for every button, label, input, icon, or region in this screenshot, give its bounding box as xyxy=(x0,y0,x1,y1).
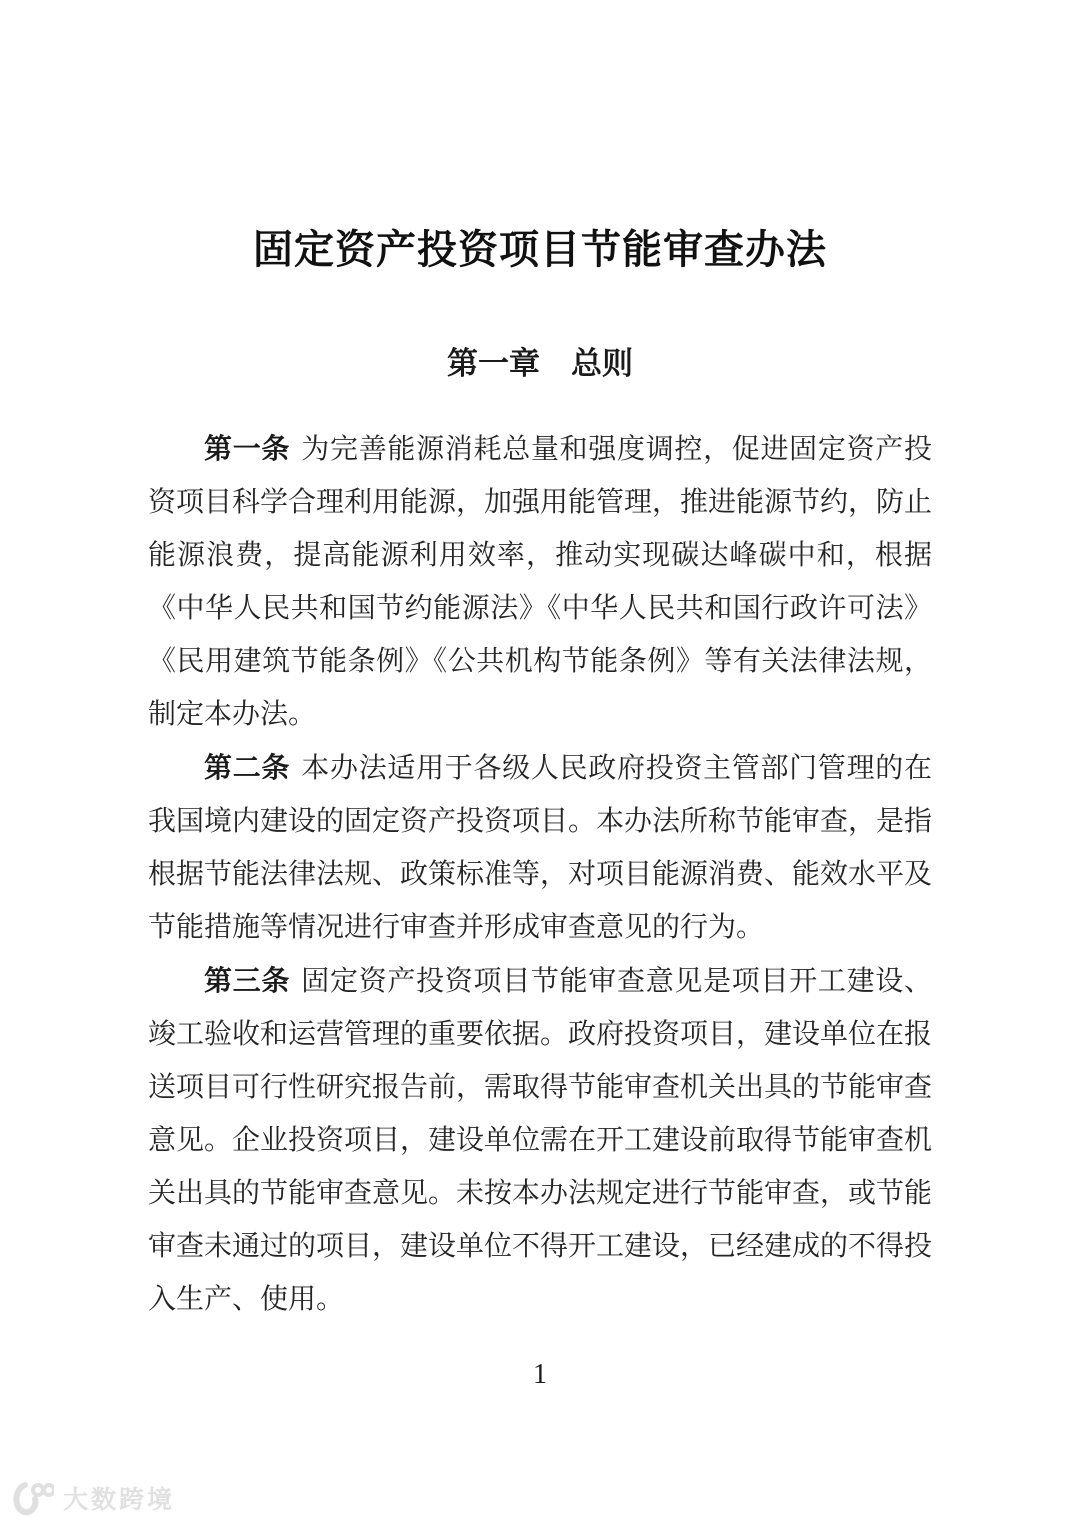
article-3-text: 固定资产投资项目节能审查意见是项目开工建设、竣工验收和运营管理的重要依据。政府投资项目，建设单位在报送项目可行性研究报告前，需取得节能审查机关出具的节能审查意见。企业投资项目，建设单位需在开工建设前取得节能审查机关出具的节能审查意见。未按本办法规定进行节能审查，或节能审查未通过的项目，建设单位不得开工建设，已经建成的不得投入生产、使用。 xyxy=(148,966,933,1315)
article-paragraph xyxy=(148,741,932,954)
document-body xyxy=(148,422,932,1326)
article-paragraph xyxy=(148,422,932,741)
document-title: 固定资产投资项目节能审查办法 xyxy=(253,227,827,272)
article-1-label: 第一条 xyxy=(204,433,291,464)
article-3-label: 第三条 xyxy=(204,965,291,996)
article-1-text: 为完善能源消耗总量和强度调控，促进固定资产投资项目科学合理利用能源，加强用能管理，推进能源节约，防止能源浪费，提高能源利用效率，推动实现碳达峰碳中和，根据《中华人民共和国节约能源法》《中华人民共和国行政许可法》《民用建筑节能条例》《公共机构节能条例》等有关法律法规，制定本办法。 xyxy=(148,434,933,730)
page-number: 1 xyxy=(533,1359,547,1390)
article-paragraph xyxy=(148,954,932,1326)
article-2-label: 第二条 xyxy=(204,752,291,783)
watermark xyxy=(12,1478,175,1518)
watermark-text: 大数跨境 xyxy=(63,1486,176,1514)
article-2-text: 本办法适用于各级人民政府投资主管部门管理的在我国境内建设的固定资产投资项目。本办法所称节能审查，是指根据节能法律法规、政策标准等，对项目能源消费、能效水平及节能措施等情况进行审查并形成审查意见的行为。 xyxy=(148,753,933,943)
dny-swoosh-100-logo-icon xyxy=(12,1478,54,1518)
chapter-heading: 第一章 总则 xyxy=(447,346,633,381)
